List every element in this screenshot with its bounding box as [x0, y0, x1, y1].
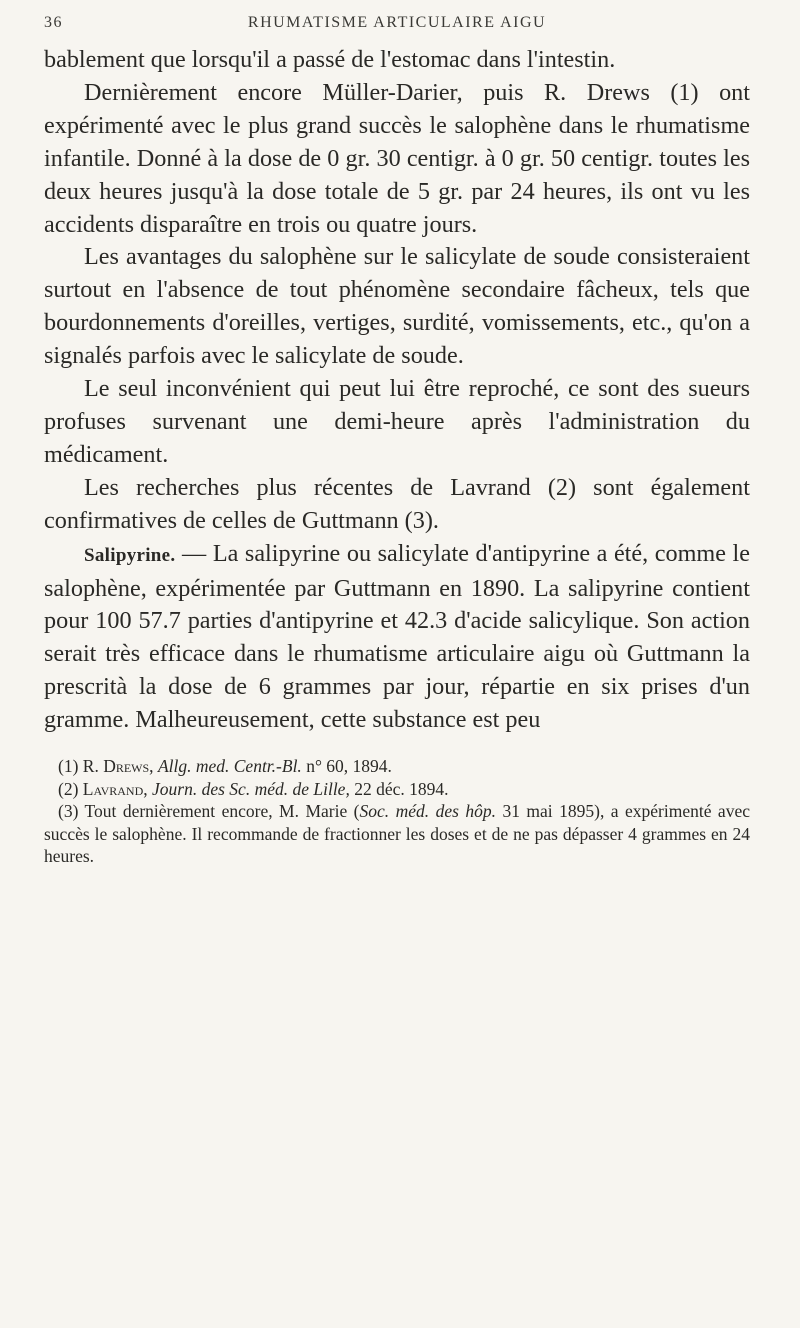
footnote-rest: n° 60, 1894. — [301, 756, 392, 777]
footnote-rest: 31 mai 1895), a expérimenté avec succès le salophène. Il recommande de fractionner les doses et de ne pas dépasser 4 grammes en 24 heures. — [44, 801, 750, 867]
footnote-marker: (1) — [58, 756, 79, 777]
footnote-journal: Soc. méd. des hôp. — [359, 801, 497, 822]
footnote — [44, 800, 750, 868]
paragraph: Les avantages du salophène sur le salicylate de soude consisteraient surtout en l'absence de tout phénomène secondaire fâcheux, tels que bourdonnements d'oreilles, vertiges, surdité, vomissements, etc., qu'on a signalés parfois avec le salicylate de soude. — [44, 243, 750, 370]
paragraph-salipyrine — [44, 538, 750, 737]
body-text — [44, 44, 750, 737]
paragraph: Les recherches plus récentes de Lavrand (2) sont également confirmatives de celles de Guttmann (3). — [44, 473, 750, 534]
footnote-marker: (3) — [58, 801, 79, 822]
footnote — [44, 755, 750, 778]
footnotes — [44, 755, 750, 868]
footnote-author: Lavrand, — [82, 778, 148, 799]
paragraph: Le seul inconvénient qui peut lui être reproché, ce sont des sueurs profuses survenant une demi-heure après l'administration du médicament. — [44, 375, 750, 468]
paragraph-text: — La salipyrine ou salicylate d'antipyrine a été, comme le salophène, expérimentée par Guttmann en 1890. La salipyrine contient pour 100 57.7 parties d'antipyrine et 42.3 d'acide salicylique. Son action serait très efficace dans le rhumatisme articulaire aigu où Guttmann la prescrità la dose de 6 grammes par jour, répartie en six prises d'un gramme. Malheureusement, cette substance est peu — [44, 539, 750, 734]
running-title: RHUMATISME ARTICULAIRE AIGU — [247, 14, 547, 31]
page-number: 36 — [44, 14, 63, 31]
footnote-author: R. Drews, — [82, 756, 154, 777]
paragraph: bablement que lorsqu'il a passé de l'estomac dans l'intestin. — [44, 46, 616, 73]
footnote-marker: (2) — [58, 778, 79, 799]
footnote-rest: 22 déc. 1894. — [349, 778, 449, 799]
paragraph: Dernièrement encore Müller-Darier, puis R. Drews (1) ont expérimenté avec le plus grand succès le salophène dans le rhumatisme infantile. Donné à la dose de 0 gr. 30 centigr. à 0 gr. 50 centigr. toutes les deux heures jusqu'à la dose totale de 5 gr. par 24 heures, ils ont vu les accidents disparaître en trois ou quatre jours. — [44, 78, 750, 238]
footnote-pre: Tout dernièrement encore, M. Marie ( — [78, 801, 360, 822]
section-run-in-heading: Salipyrine. — [84, 544, 176, 566]
footnote — [44, 778, 750, 801]
running-header — [44, 14, 750, 40]
footnote-journal: Journ. des Sc. méd. de Lille, — [152, 778, 350, 799]
footnote-journal: Allg. med. Centr.-Bl. — [157, 756, 302, 777]
